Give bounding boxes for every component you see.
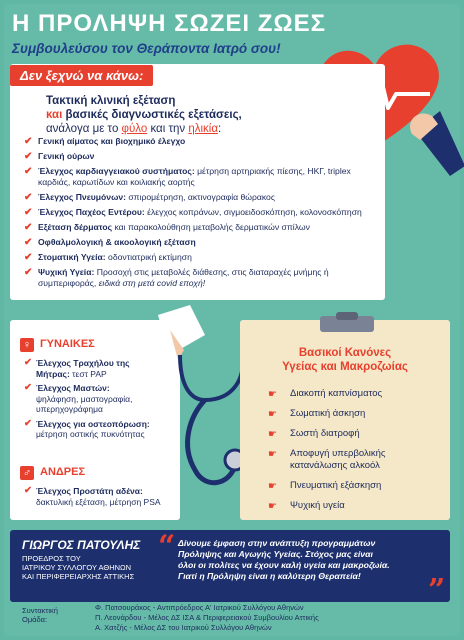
check-icon: ✔: [24, 151, 33, 162]
intro-text: [46, 94, 242, 136]
rules-title: Βασικοί Κανόνες Υγείας και Μακροζωίας: [282, 347, 408, 373]
check-icon: ✔: [24, 267, 33, 278]
author-role: ΠΡΟΕΔΡΟΣ ΤΟΥ ΙΑΤΡΙΚΟΥ ΣΥΛΛΟΓΟΥ ΑΘΗΝΩΝ ΚΑΙ ΠΕΡΙΦΕΡΕΙΑΡΧΗΣ ΑΤΤΙΚΗΣ: [22, 554, 135, 581]
pointing-hand-icon: ☛: [268, 409, 277, 420]
rules-list: [268, 388, 438, 520]
section-tab-todo: Δεν ξεχνώ να κάνω:: [10, 65, 153, 86]
women-list: [24, 358, 152, 444]
list-item: ✔ Εξέταση δέρματος και παρακολούθηση μεταβολής δερματικών σπίλων: [24, 222, 310, 233]
quote-text: Δίνουμε έμφαση στην ανάπτυξη προγραμμάτων Πρόληψης και Αγωγής Υγείας. Στόχος μας είναι όλοι οι πολίτες να έχουν καλή υγεία και μακροζωία. Γιατί η Πρόληψη είναι η καλύτερη Θεραπεία!: [178, 538, 390, 581]
list-item: ✔ Έλεγχος καρδιαγγειακού συστήματος: μέτρηση αρτηριακής πίεσης, ΗΚΓ, triplex καρδιάς, καρωτίδων και κοιλιακής αορτής: [24, 166, 351, 187]
female-symbol-icon: ♀: [20, 338, 34, 352]
list-item: ✔ Γενική αίματος και βιοχημικό έλεγχο: [24, 136, 186, 147]
intro-line-3: ανάλογα με το φύλο και την ηλικία:: [46, 123, 222, 135]
check-icon: ✔: [24, 222, 33, 233]
list-item: ✔ Στοματική Υγεία: οδοντιατρική εκτίμηση: [24, 252, 192, 263]
male-symbol-icon: ♂: [20, 466, 34, 480]
list-item: ✔ Έλεγχος Τραχήλου της Μήτρας: τεστ PAP: [24, 357, 130, 379]
pointing-hand-icon: ☛: [268, 389, 277, 400]
list-item: ☛ Ψυχική υγεία: [268, 500, 345, 512]
women-label: ΓΥΝΑΙΚΕΣ: [40, 338, 95, 350]
check-icon: ✔: [24, 192, 33, 203]
quote-open-icon: “: [158, 529, 176, 564]
credits-label: Συντακτική Ομάδα:: [22, 606, 58, 624]
check-icon: ✔: [24, 207, 33, 218]
list-item: ☛ Πνευματική εξάσκηση: [268, 480, 382, 492]
list-item: ☛ Σωστή διατροφή: [268, 428, 360, 440]
list-item: ✔ Έλεγχος Πνευμόνων: σπιρομέτρηση, ακτινογραφία θώρακος: [24, 192, 275, 203]
intro-line-2: και βασικές διαγνωστικές εξετάσεις,: [46, 109, 242, 121]
list-item: ✔ Έλεγχος Προστάτη αδένα: δακτυλική εξέταση, μέτρηση PSA: [24, 485, 161, 507]
author-name: ΓΙΩΡΓΟΣ ΠΑΤΟΥΛΗΣ: [22, 538, 141, 552]
credits-list: Φ. Πατσουράκος - Αντιπρόεδρος Α' Ιατρικού Συλλόγου Αθηνών Π. Λεονάρδου - Μέλος ΔΣ ΙΣΑ & Περιφερειακού Συμβουλίου Αττικής Α. Χατζής - Μέλος ΔΣ του Ιατρικού Συλλόγου Αθηνών: [95, 603, 319, 632]
check-icon: ✔: [24, 237, 33, 248]
list-item: ☛ Διακοπή καπνίσματος: [268, 388, 383, 400]
pointing-hand-icon: ☛: [268, 481, 277, 492]
check-icon: ✔: [24, 357, 32, 368]
pointing-hand-icon: ☛: [268, 429, 277, 440]
check-icon: ✔: [24, 136, 33, 147]
list-item: ☛ Αποφυγή υπερβολικής κατανάλωσης αλκοόλ: [268, 448, 386, 471]
check-icon: ✔: [24, 252, 33, 263]
check-icon: ✔: [24, 485, 32, 496]
quote-close-icon: ”: [428, 573, 446, 608]
check-icon: ✔: [24, 382, 32, 393]
list-item: ✔ Ψυχική Υγεία: Προσοχή στις μεταβολές διάθεσης, στις διαταραχές μνήμης ή συμπεριφοράς, ειδικά στη μετά covid εποχή!: [24, 267, 329, 288]
list-item: ☛ Σωματική άσκηση: [268, 408, 366, 420]
list-item: ✔ Έλεγχος για οστεοπόρωση: μέτρηση οστικής πυκνότητας: [24, 417, 150, 439]
list-item: ✔ Έλεγχος Μαστών: ψηλάφηση, μαστογραφία, υπερηχογράφημα: [24, 382, 133, 414]
list-item: ✔ Οφθαλμολογική & ακοολογική εξέταση: [24, 237, 196, 248]
page-title: Η ΠΡΟΛΗΨΗ ΣΩΖΕΙ ΖΩΕΣ: [12, 10, 327, 37]
clipboard-icon: [312, 312, 382, 334]
list-item: ✔ Έλεγχος Παχέος Εντέρου: έλεγχος κοπράνων, σιγμοειδοσκόπηση, κολονοσκόπηση: [24, 207, 362, 218]
exam-checklist: [24, 136, 384, 293]
page-subtitle: Συμβουλεύσου τον Θεράποντα Ιατρό σου!: [12, 41, 281, 56]
check-icon: ✔: [24, 166, 33, 177]
intro-line-1: Τακτική κλινική εξέταση: [46, 95, 176, 107]
list-item: ✔ Γενική ούρων: [24, 151, 95, 162]
pointing-hand-icon: ☛: [268, 501, 277, 512]
check-icon: ✔: [24, 417, 32, 429]
men-label: ΑΝΔΡΕΣ: [40, 466, 86, 478]
pointing-hand-icon: ☛: [268, 449, 277, 460]
